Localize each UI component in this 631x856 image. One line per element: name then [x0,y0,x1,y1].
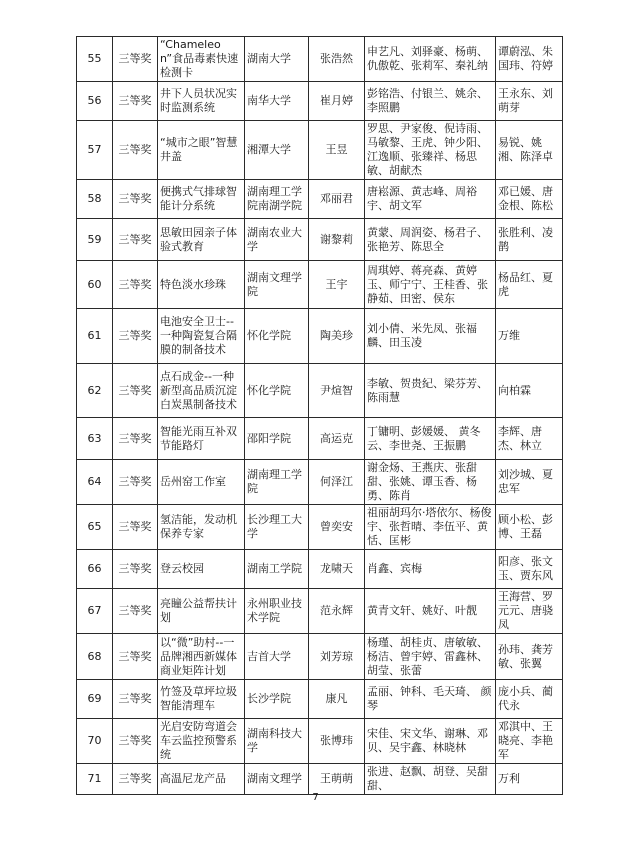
award-level: 三等奖 [113,550,158,589]
team-members: 孟丽、钟科、毛天琦、 颜琴 [365,680,496,719]
row-number: 62 [77,364,113,418]
award-level: 三等奖 [113,680,158,719]
team-members: 唐崧源、黄志峰、周裕宇、胡文军 [365,180,496,219]
team-members: 祖丽胡玛尔·塔依尔、杨俊宇、张哲晴、李伍平、黄恬、匡彬 [365,505,496,550]
award-level: 三等奖 [113,418,158,460]
table-row [77,460,563,505]
row-number: 56 [77,82,113,121]
team-members: 黄蒙、周润姿、杨君子、张艳芳、陈思全 [365,219,496,261]
row-number: 70 [77,719,113,764]
school-name: 长沙学院 [245,680,309,719]
project-name: 井下人员状况实时监测系统 [158,82,245,121]
row-number: 64 [77,460,113,505]
team-members: 谢金炀、王燕庆、张甜甜、张姚、谭玉香、杨勇、陈肖 [365,460,496,505]
project-name: 思敏田园亲子体验式教育 [158,219,245,261]
advisors: 李辉、唐杰、林立 [496,418,563,460]
project-name: 岳州窑工作室 [158,460,245,505]
advisors: 万利 [496,764,563,795]
award-level: 三等奖 [113,219,158,261]
school-name: 湖南理工学院 [245,460,309,505]
project-name: 电池安全卫士--一种陶瓷复合隔膜的制备技术 [158,309,245,364]
award-level: 三等奖 [113,121,158,180]
school-name: 湘潭大学 [245,121,309,180]
team-leader: 崔月婷 [309,82,365,121]
team-leader: 龙啸天 [309,550,365,589]
team-leader: 王宇 [309,261,365,309]
school-name: 吉首大学 [245,634,309,680]
team-members: 刘小倩、米先凤、张福麟、田玉凌 [365,309,496,364]
award-level: 三等奖 [113,37,158,82]
project-name: 以“微”助村--一品牌湘西新媒体商业矩阵计划 [158,634,245,680]
table-row [77,418,563,460]
award-level: 三等奖 [113,589,158,634]
row-number: 60 [77,261,113,309]
team-leader: 何泽江 [309,460,365,505]
advisors: 张胜利、凌鹊 [496,219,563,261]
row-number: 71 [77,764,113,795]
team-leader: 尹煊智 [309,364,365,418]
table-row [77,680,563,719]
team-leader: 王萌萌 [309,764,365,795]
school-name: 邵阳学院 [245,418,309,460]
team-members: 肖鑫、宾梅 [365,550,496,589]
row-number: 58 [77,180,113,219]
row-number: 59 [77,219,113,261]
table-row [77,764,563,795]
row-number: 55 [77,37,113,82]
school-name: 湖南工学院 [245,550,309,589]
school-name: 湖南文理学 [245,764,309,795]
advisors: 王永东、刘萌芽 [496,82,563,121]
table-row [77,219,563,261]
advisors: 邓淇中、王晓亮、李艳军 [496,719,563,764]
award-level: 三等奖 [113,364,158,418]
school-name: 湖南理工学院南湖学院 [245,180,309,219]
team-leader: 范永辉 [309,589,365,634]
advisors: 邓已媛、唐金根、陈松 [496,180,563,219]
advisors: 孙玮、龚芳敏、张翼 [496,634,563,680]
table-row [77,589,563,634]
project-name: 登云校园 [158,550,245,589]
table-row [77,261,563,309]
table-row [77,180,563,219]
row-number: 65 [77,505,113,550]
team-members: 罗思、尹家俊、倪诗雨、马敏黎、王虎、钟少阳、江逸顺、张臻祥、杨思敏、胡献杰 [365,121,496,180]
team-leader: 陶美珍 [309,309,365,364]
school-name: 怀化学院 [245,364,309,418]
school-name: 长沙理工大学 [245,505,309,550]
award-level: 三等奖 [113,505,158,550]
team-leader: 张浩然 [309,37,365,82]
team-leader: 曾奕安 [309,505,365,550]
team-members: 丁镛明、彭媛媛、 黄冬云、李世尧、王振鹏 [365,418,496,460]
school-name: 湖南文理学院 [245,261,309,309]
school-name: 湖南科技大学 [245,719,309,764]
team-members: 申艺凡、刘驿豪、杨萌、仇傲乾、张莉军、秦礼纳 [365,37,496,82]
school-name: 湖南大学 [245,37,309,82]
award-level: 三等奖 [113,764,158,795]
award-level: 三等奖 [113,719,158,764]
advisors: 杨品红、夏虎 [496,261,563,309]
table-row [77,309,563,364]
table-row [77,719,563,764]
project-name: 高温尼龙产品 [158,764,245,795]
row-number: 67 [77,589,113,634]
team-leader: 康凡 [309,680,365,719]
row-number: 61 [77,309,113,364]
team-members: 黄青文轩、姚好、叶靓 [365,589,496,634]
team-leader: 谢黎莉 [309,219,365,261]
advisors: 谭蔚泓、朱国玮、符婷 [496,37,563,82]
school-name: 湖南农业大学 [245,219,309,261]
team-leader: 王昱 [309,121,365,180]
table-row [77,550,563,589]
award-level: 三等奖 [113,180,158,219]
award-level: 三等奖 [113,309,158,364]
page-number: 7 [312,792,319,803]
school-name: 永州职业技术学院 [245,589,309,634]
advisors: 刘沙城、夏忠军 [496,460,563,505]
award-level: 三等奖 [113,460,158,505]
team-members: 李敏、贺贵紀、梁芬芳、陈雨慧 [365,364,496,418]
team-members: 周琪婷、蒋亮森、黄婷玉、师宁宁、王桂香、张静茹、田密、侯东 [365,261,496,309]
row-number: 69 [77,680,113,719]
advisors: 向柏霖 [496,364,563,418]
school-name: 怀化学院 [245,309,309,364]
project-name: 光启安防弯道会车云监控预警系统 [158,719,245,764]
school-name: 南华大学 [245,82,309,121]
row-number: 66 [77,550,113,589]
row-number: 63 [77,418,113,460]
team-members: 宋佳、宋文华、谢琳、邓贝、吴宇鑫、林晓林 [365,719,496,764]
team-members: 彭铭浩、付银兰、姚余、李照鹏 [365,82,496,121]
team-leader: 刘芳琼 [309,634,365,680]
advisors: 万维 [496,309,563,364]
team-members: 杨瑾、胡桂贞、唐敏敏、杨洁、曾宇婷、雷鑫林、胡莹、张蕾 [365,634,496,680]
project-name: 竹签及草坪垃圾智能清理车 [158,680,245,719]
project-name: 特色淡水珍珠 [158,261,245,309]
team-leader: 邓丽君 [309,180,365,219]
project-name: 点石成金--一种新型高品质沉淀白炭黑制备技术 [158,364,245,418]
table-row [77,37,563,82]
project-name: 便携式气排球智能计分系统 [158,180,245,219]
advisors: 庞小兵、蔺代永 [496,680,563,719]
project-name: 智能光雨互补双节能路灯 [158,418,245,460]
award-level: 三等奖 [113,634,158,680]
team-leader: 高运克 [309,418,365,460]
award-level: 三等奖 [113,82,158,121]
advisors: 易锐、姚湘、陈泽卓 [496,121,563,180]
row-number: 57 [77,121,113,180]
advisors: 王海营、罗元元、唐骁凤 [496,589,563,634]
row-number: 68 [77,634,113,680]
project-name: “Chameleon”食品毒素快速检测卡 [158,37,245,82]
project-name: 亮瞳公益帮扶计划 [158,589,245,634]
team-leader: 张博玮 [309,719,365,764]
team-members: 张进、赵飘、胡登、吴甜甜、 [365,764,496,795]
advisors: 顾小松、彭博、王磊 [496,505,563,550]
table-row [77,364,563,418]
table-row [77,82,563,121]
project-name: 氢洁能，发动机保养专家 [158,505,245,550]
table-row [77,634,563,680]
project-name: “城市之眼”智慧井盖 [158,121,245,180]
award-level: 三等奖 [113,261,158,309]
table-row [77,121,563,180]
advisors: 阳彦、张文玉、贾东风 [496,550,563,589]
table-row [77,505,563,550]
table-body [77,37,563,795]
awards-table [76,36,563,795]
